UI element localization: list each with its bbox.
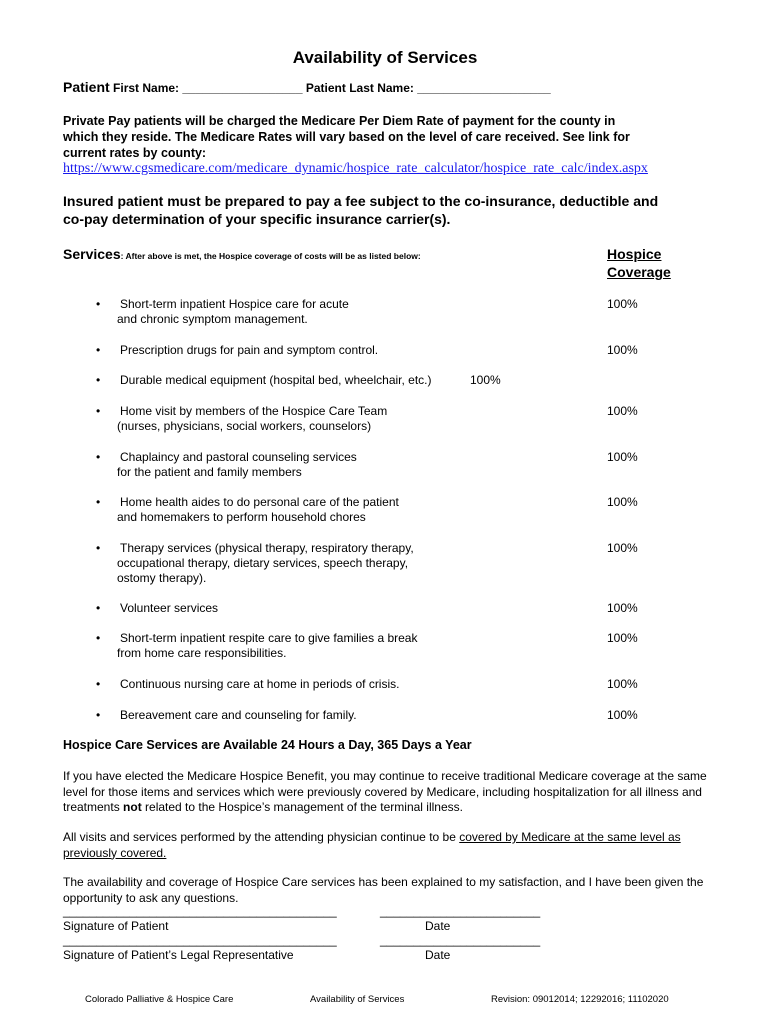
coverage-value: 100% [607,343,638,357]
bullet-icon: • [96,541,101,555]
medicare-paragraph [63,769,715,816]
bullet-icon: • [96,495,101,509]
service-item-line: Chaplaincy and pastoral counseling services [120,450,357,464]
coverage-value: 100% [607,708,638,722]
patient-date-label: Date [425,919,451,933]
rep-signature-label: Signature of Patient’s Legal Representative [63,948,294,962]
availability-heading: Hospice Care Services are Available 24 Hours a Day, 365 Days a Year [63,738,472,752]
rates-link[interactable]: https://www.cgsmedicare.com/medicare_dynamic/hospice_rate_calculator/hospice_rate_calc/index.aspx [63,161,648,176]
medicare-text: If you have elected the Medicare Hospice Benefit, you may continue to receive traditional Medicare coverage at the same level for those items and services which were previously covered by Medicare, including hospitalization for all illness and treatments [63,769,707,814]
coverage-header-line: Hospice [607,246,662,262]
service-item-line: Durable medical equipment (hospital bed, wheelchair, etc.) [120,373,432,387]
services-header [63,246,421,262]
service-item-line: for the patient and family members [117,465,302,479]
service-item-line: Continuous nursing care at home in periods of crisis. [120,677,400,691]
bullet-icon: • [96,708,101,722]
bullet-icon: • [96,373,101,387]
service-item [117,373,432,388]
service-item-line: and chronic symptom management. [117,312,308,326]
explained-paragraph: The availability and coverage of Hospice Care services has been explained to my satisfaction, and I have been given the opportunity to ask any questions. [63,875,704,905]
coverage-header-line: Coverage [607,264,671,280]
service-item [117,297,349,327]
service-item [117,404,387,434]
patient-signature-line[interactable]: _________________________________________ [63,904,337,918]
private-pay-line: current rates by county: [63,146,207,160]
service-item-line: Volunteer services [120,601,219,615]
private-pay-line: which they reside. The Medicare Rates will vary based on the level of care received. See link for [63,130,630,144]
service-item-line: Prescription drugs for pain and symptom control. [120,343,379,357]
coverage-value: 100% [607,601,638,615]
physician-underlined: covered by Medicare at the same level as previously covered. [63,830,681,860]
insured-line: co-pay determination of your specific insurance carrier(s). [63,211,451,227]
service-item-line: Short-term inpatient Hospice care for acute [120,297,349,311]
footer-doc: Availability of Services [310,994,405,1005]
medicare-emphasis: not [123,800,142,814]
bullet-icon: • [96,631,101,645]
private-pay-line: Private Pay patients will be charged the Medicare Per Diem Rate of payment for the county in [63,114,616,128]
coverage-value: 100% [607,404,638,418]
page-title: Availability of Services [292,48,478,67]
bullet-icon: • [96,450,101,464]
service-item [117,631,417,661]
coverage-value: 100% [607,631,638,645]
service-item [117,601,218,616]
physician-paragraph [63,830,713,861]
service-item-line: Therapy services (physical therapy, respiratory therapy, [120,541,414,555]
service-item [117,677,399,692]
rep-date-line[interactable]: ________________________ [380,933,541,947]
bullet-icon: • [96,601,101,615]
footer-org: Colorado Palliative & Hospice Care [85,994,234,1005]
service-item [117,495,399,525]
coverage-value: 100% [607,450,638,464]
service-item [117,541,414,586]
service-item-line: Home visit by members of the Hospice Care Team [120,404,388,418]
coverage-value: 100% [607,541,638,555]
bullet-icon: • [96,677,101,691]
coverage-value: 100% [607,297,638,311]
service-item-line: occupational therapy, dietary services, speech therapy, [117,556,409,570]
service-item-line: and homemakers to perform household chores [117,510,366,524]
first-name-field[interactable]: First Name: __________________ [113,81,303,95]
service-item [117,450,357,480]
services-label: Services [63,246,121,262]
rep-date-label: Date [425,948,451,962]
coverage-value: 100% [607,495,638,509]
bullet-icon: • [96,343,101,357]
insured-line: Insured patient must be prepared to pay a fee subject to the co-insurance, deductible and [63,193,659,209]
service-item-line: Bereavement care and counseling for family. [120,708,357,722]
coverage-header [607,245,671,281]
patient-date-line[interactable]: ________________________ [380,904,541,918]
service-item-line: ostomy therapy). [117,571,207,585]
patient-label: Patient [63,79,110,95]
physician-text: All visits and services performed by the attending physician continue to be [63,830,460,844]
footer-revision: Revision: 09012014; 12292016; 11102020 [491,994,669,1005]
service-item-line: (nurses, physicians, social workers, counselors) [117,419,372,433]
rep-signature-line[interactable]: _________________________________________ [63,933,337,947]
patient-name-line [63,79,551,95]
last-name-field[interactable]: Patient Last Name: ____________________ [305,81,551,95]
service-item [117,343,378,358]
service-item-line: Home health aides to do personal care of the patient [120,495,399,509]
medicare-text: related to the Hospice’s management of the terminal illness. [141,800,463,814]
private-pay-paragraph [63,113,648,177]
services-note: : After above is met, the Hospice coverage of costs will be as listed below: [120,251,421,261]
service-item-line: Short-term inpatient respite care to give families a break [120,631,418,645]
service-item [117,708,357,723]
coverage-value: 100% [470,373,501,387]
coverage-value: 100% [607,677,638,691]
service-item-line: from home care responsibilities. [117,646,287,660]
insured-paragraph [63,192,658,228]
patient-signature-label: Signature of Patient [63,919,169,933]
bullet-icon: • [96,297,101,311]
bullet-icon: • [96,404,101,418]
